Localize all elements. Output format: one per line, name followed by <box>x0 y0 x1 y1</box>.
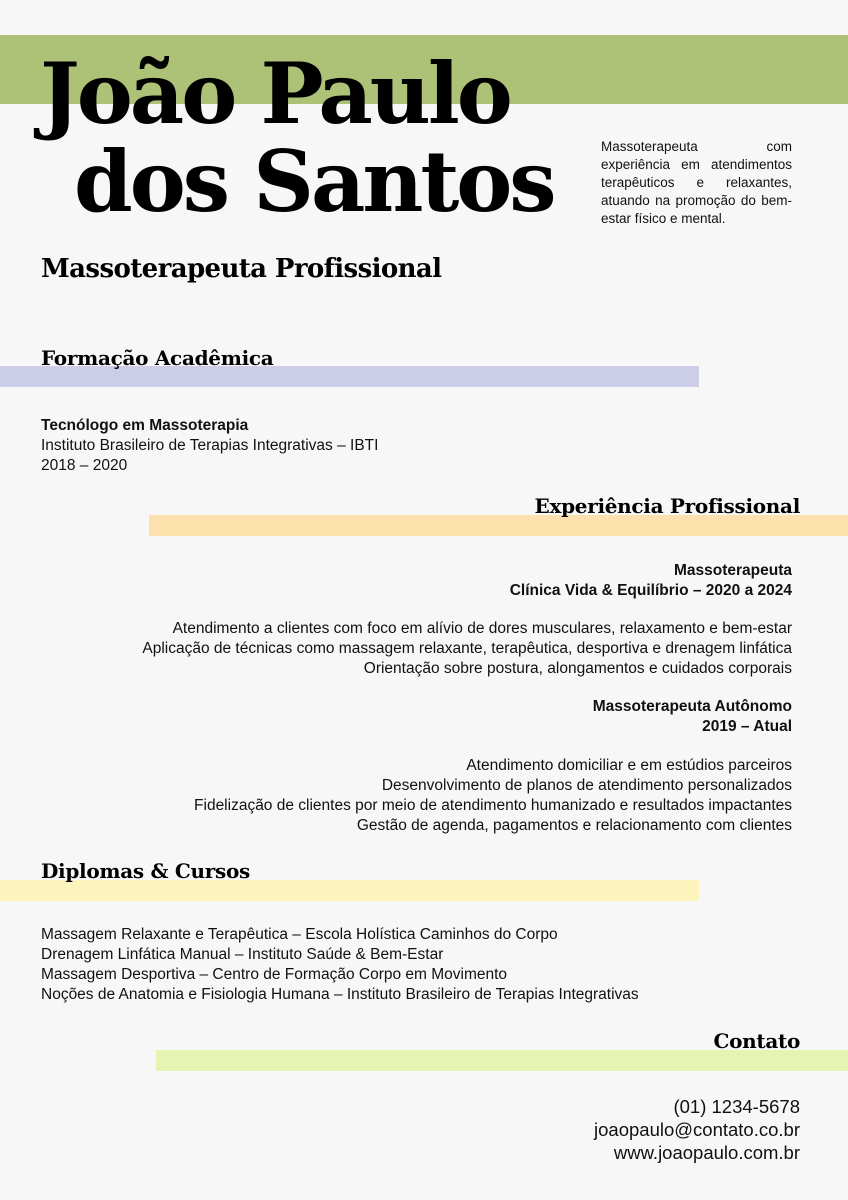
name-line-1: João Paulo <box>40 44 510 143</box>
job-place: Clínica Vida & Equilíbrio – 2020 a 2024 <box>509 582 792 599</box>
section-title-education: Formação Acadêmica <box>41 346 274 370</box>
job-role: Massoterapeuta Autônomo <box>592 698 792 715</box>
contact-details <box>594 1095 800 1164</box>
full-name <box>40 44 554 231</box>
job-place: 2019 – Atual <box>702 718 792 735</box>
list-item: Atendimento domiciliar e em estúdios parceiros <box>466 757 792 774</box>
list-item: Massagem Relaxante e Terapêutica – Escola Holística Caminhos do Corpo <box>41 926 558 943</box>
list-item: Desenvolvimento de planos de atendimento personalizados <box>381 777 792 794</box>
job-role: Massoterapeuta <box>673 562 792 579</box>
list-item: Massagem Desportiva – Centro de Formação Corpo em Movimento <box>41 966 508 983</box>
contact-website[interactable]: www.joaopaulo.com.br <box>613 1142 800 1163</box>
profile-summary: Massoterapeuta com experiência em atendimentos terapêuticos e relaxantes, atuando na promoção do bem-estar físico e mental. <box>601 139 792 226</box>
education-institution: Instituto Brasileiro de Terapias Integrativas – IBTI <box>41 437 379 454</box>
list-item: Noções de Anatomia e Fisiologia Humana – Instituto Brasileiro de Terapias Integrativas <box>41 986 639 1003</box>
education-entry <box>41 416 378 476</box>
list-item: Drenagem Linfática Manual – Instituto Saúde & Bem-Estar <box>41 946 444 963</box>
education-period: 2018 – 2020 <box>41 457 128 474</box>
contact-email[interactable]: joaopaulo@contato.co.br <box>594 1119 800 1140</box>
job-header <box>510 561 792 601</box>
section-title-courses: Diplomas & Cursos <box>41 859 250 883</box>
experience-accent-bar <box>149 515 848 536</box>
courses-list <box>41 925 639 1005</box>
section-title-contact: Contato <box>713 1029 800 1053</box>
list-item: Gestão de agenda, pagamentos e relacionamento com clientes <box>356 817 792 834</box>
section-title-experience: Experiência Profissional <box>534 494 800 518</box>
list-item: Aplicação de técnicas como massagem relaxante, terapêutica, desportiva e drenagem linfática <box>142 640 792 657</box>
list-item: Atendimento a clientes com foco em alívio de dores musculares, relaxamento e bem-estar <box>172 620 792 637</box>
list-item: Orientação sobre postura, alongamentos e cuidados corporais <box>363 660 792 677</box>
list-item: Fidelização de clientes por meio de atendimento humanizado e resultados impactantes <box>194 797 792 814</box>
job-header <box>593 697 792 737</box>
job-subtitle: Massoterapeuta Profissional <box>41 254 442 284</box>
contact-phone: (01) 1234-5678 <box>673 1096 800 1117</box>
job-responsibilities <box>142 619 792 679</box>
education-degree: Tecnólogo em Massoterapia <box>41 417 249 434</box>
contact-accent-bar <box>156 1050 848 1071</box>
name-line-2: dos Santos <box>74 132 554 231</box>
courses-accent-bar <box>0 880 699 901</box>
job-responsibilities <box>194 756 792 836</box>
